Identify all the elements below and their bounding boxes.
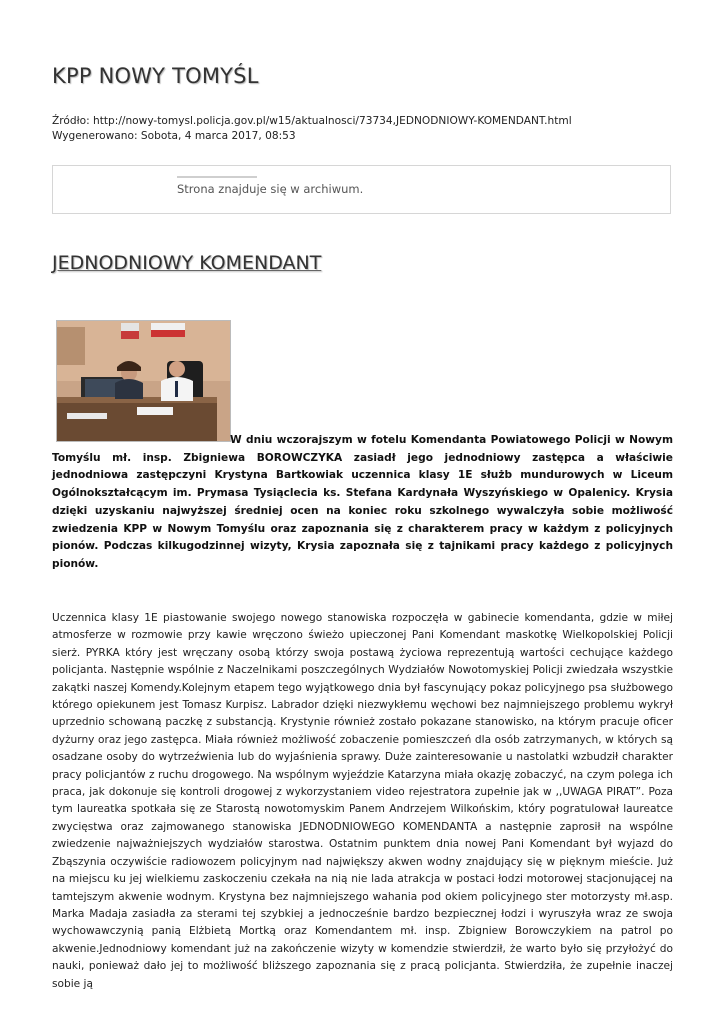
archive-notice: [52, 165, 671, 214]
article-photo: [56, 320, 231, 442]
generated-line: Wygenerowano: Sobota, 4 marca 2017, 08:53: [52, 130, 296, 142]
site-title: KPP NOWY TOMYŚL: [52, 64, 259, 88]
archive-notice-rule: [177, 176, 257, 178]
article-lead: [52, 432, 673, 574]
source-meta: [52, 114, 572, 144]
lead-text: W dniu wczorajszym w fotelu Komendanta Powiatowego Policji w Nowym Tomyślu mł. insp. Zbigniewa BOROWCZYKA zasiadł jego jednodniowy zastępca a właściwie jednodniowa zastępczyni Krystyna Bartkowiak uczennica klasy 1E służb mundurowych w Liceum Ogólnokształcącym im. Prymasa Tysiąclecia ks. Stefana Kardynała Wyszyńskiego w Opalenicy. Krysia dzięki uzyskaniu najwyższej średniej ocen na koniec roku szkolnego wywalczyła sobie możliwość zwiedzenia KPP w Nowym Tomyślu oraz zapoznania się z charakterem pracy w każdym z policyjnych pionów. Podczas kilkugodzinnej wizyty, Krysia zapoznała się z tajnikami pracy każdego z policyjnych pionów.: [52, 434, 673, 570]
article-body: Uczennica klasy 1E piastowanie swojego nowego stanowiska rozpoczęła w gabinecie komendanta, gdzie w miłej atmosferze w rozmowie przy kawie wręczono świeżo upieczonej Pani Komendant maskotkę Wielkopolskiej Policji sierż. PYRKA który jest wręczany osobą którzy swoja postawą życiowa reprezentują wartości cechujące każdego policjanta. Następnie wspólnie z Naczelnikami poszczególnych Wydziałów Nowotomyskiej Policji zwiedzała wszystkie zakątki naszej Komendy.Kolejnym etapem tego wyjątkowego dnia był fascynujący pokaz policyjnego psa służbowego którego opiekunem jest Tomasz Kurpisz. Labrador dzięki niezwykłemu węchowi bez najmniejszego problemu wykrył uprzednio schowaną paczkę z substancją. Krystynie również zostało pokazane stanowisko, na którym pracuje oficer dyżurny oraz jego zastępca. Miała również możliwość zobaczenie pomieszczeń dla osób zatrzymanych, w których są osadzane osoby do wytrzeźwienia lub do wyjaśnienia sprawy. Duże zainteresowanie u nastolatki wzbudził charakter pracy policjantów z ruchu drogowego. Na wspólnym wyjeździe Katarzyna miała okazję zobaczyć, na czym polega ich praca, jak dokonuje się kontroli drogowej z wykorzystaniem video rejestratora zupełnie jak w ,,UWAGA PIRAT”. Poza tym laureatka spotkała się ze Starostą nowotomyskim Panem Andrzejem Wilkońskim, który pogratulował laureatce zwycięstwa oraz zajmowanego stanowiska JEDNODNIOWEGO KOMENDANTA a następnie zaprosił na wspólne zwiedzenie najważniejszych wydziałów starostwa. Ostatnim punktem dnia nowej Pani Komendant był wyjazd do Zbąszynia oczywiście radiowozem policyjnym nad największy akwen wodny znajdujący się w pięknym mieście. Już na miejscu ku jej wielkiemu zaskoczeniu czekała na nią nie lada atrakcja w postaci łodzi motorowej stacjonującej na tamtejszym akwenie wodnym. Krystyna bez najmniejszego wahania pod okiem policyjnego ster motorzysty mł.asp. Marka Madaja zasiadła za sterami tej szybkiej a jednocześnie bardzo bezpiecznej łodzi i wyruszyła wraz ze swoja wychowawczynią panią Elżbietą Mortką oraz Komendantem mł. insp. Zbigniew Borowczykiem na patrol po akwenie.Jednodniowy komendant już na zakończenie wizyty w komendzie stwierdził, że warto było się przyłożyć do nauki, ponieważ dało jej to możliwość bliższego zapoznania się z pracą policjanta. Stwierdziła, że zupełnie inaczej sobie ją: [52, 612, 673, 990]
photo-image: [57, 321, 230, 441]
article-title: JEDNODNIOWY KOMENDANT: [52, 252, 322, 274]
archive-notice-text: Strona znajduje się w archiwum.: [177, 182, 364, 196]
source-line: Źródło: http://nowy-tomysl.policja.gov.pl/w15/aktualnosci/73734,JEDNODNIOWY-KOMENDANT.html: [52, 115, 572, 127]
